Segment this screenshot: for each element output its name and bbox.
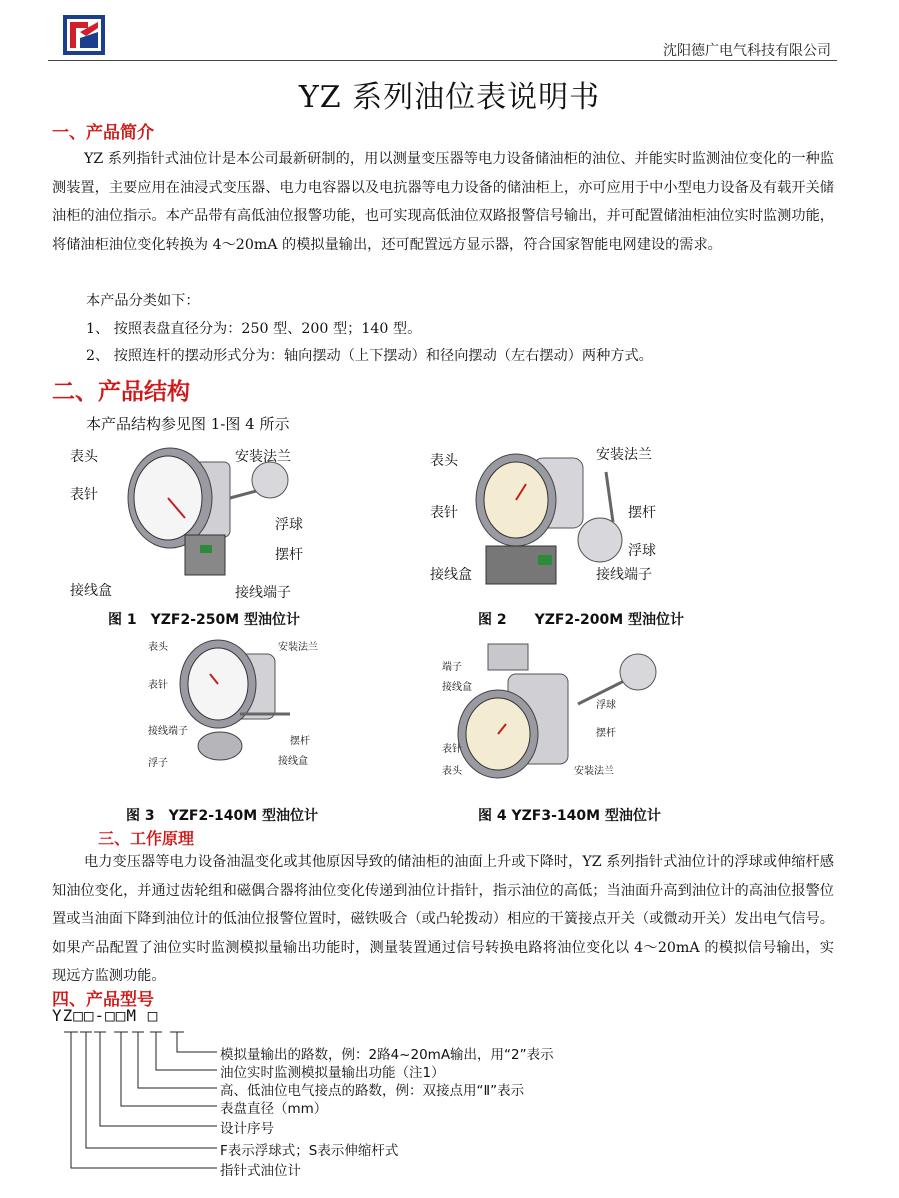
section1-item-2: 2、 按照连杆的摆动形式分为：轴向摆动（上下摆动）和径向摆动（左右摆动）两种方式。 — [86, 348, 653, 364]
company-logo — [62, 14, 106, 56]
fig1-label-terminal: 接线端子 — [235, 585, 291, 601]
figure-1 — [60, 440, 390, 608]
fig4-label-head: 表头 — [442, 766, 462, 777]
model-code-diagram — [52, 1026, 222, 1176]
figure-2-caption: 图 2 YZF2-200M 型油位计 — [478, 612, 685, 628]
fig2-label-head: 表头 — [430, 453, 458, 469]
fig3-label-flange: 安装法兰 — [278, 642, 318, 653]
section1-intro: YZ 系列指针式油位计是本公司最新研制的，用以测量变压器等电力设备储油柜的油位、并能实时监测油位变化的一种监测装置，主要应用在油浸式变压器、电力电容器以及电抗器等电力设备的储油柜上，亦可应用于中小型电力设备及有载开关储油柜的油位指示。本产品带有高低油位报警功能，也可实现高低油位双路报警信号输出，并可配置储油柜油位实时监测功能，将储油柜油位变化转换为 4～20mA 的模拟量输出，还可配置远方显示器，符合国家智能电网建设的需求。 — [52, 151, 834, 253]
fig4-label-box: 接线盒 — [442, 682, 472, 693]
fig3-label-float: 浮子 — [148, 758, 168, 769]
fig1-label-needle: 表针 — [70, 487, 98, 503]
document-title: YZ 系列油位表说明书 — [298, 80, 601, 115]
figure-2-illustration — [428, 440, 728, 608]
figure-3-illustration — [140, 634, 340, 784]
figure-4-caption: 图 4 YZF3-140M 型油位计 — [478, 808, 661, 824]
fig4-label-needle: 表针 — [442, 744, 462, 755]
fig4-label-flange: 安装法兰 — [574, 766, 614, 777]
fig2-label-flange: 安装法兰 — [596, 447, 652, 463]
model-code: YZ□□-□□M □ — [52, 1006, 159, 1025]
fig2-label-rod: 摆杆 — [628, 505, 656, 521]
fig4-label-terminal: 端子 — [442, 662, 462, 673]
section1-class-title: 本产品分类如下： — [86, 293, 200, 309]
header-divider — [48, 60, 837, 61]
fig3-label-needle: 表针 — [148, 680, 168, 691]
fig1-label-box: 接线盒 — [70, 583, 112, 599]
section1-heading: 一、产品简介 — [52, 123, 154, 143]
figure-3-caption: 图 3 YZF2-140M 型油位计 — [126, 808, 319, 824]
fig2-label-terminal: 接线端子 — [596, 567, 652, 583]
section4-heading: 四、产品型号 — [52, 990, 154, 1010]
section3-heading: 三、工作原理 — [98, 829, 195, 848]
section2-intro: 本产品结构参见图 1-图 4 所示 — [86, 415, 290, 433]
model-legend-2: 油位实时监测模拟量输出功能（注1） — [220, 1065, 445, 1081]
model-legend-4: 表盘直径（mm） — [220, 1101, 328, 1117]
fig1-label-rod: 摆杆 — [275, 547, 303, 563]
fig4-label-float: 浮球 — [596, 700, 616, 711]
model-legend-5: 设计序号 — [220, 1121, 274, 1137]
figure-4-illustration — [438, 634, 688, 784]
fig4-label-rod: 摆杆 — [596, 728, 616, 739]
fig2-label-needle: 表针 — [430, 505, 458, 521]
fig1-label-float: 浮球 — [275, 517, 303, 533]
fig1-label-flange: 安装法兰 — [235, 449, 291, 465]
fig2-label-float: 浮球 — [628, 543, 656, 559]
fig2-label-box: 接线盒 — [430, 567, 472, 583]
fig3-label-rod: 摆杆 — [290, 736, 310, 747]
figure-3 — [140, 634, 340, 784]
company-name: 沈阳德广电气科技有限公司 — [663, 43, 831, 59]
model-legend-3: 高、低油位电气接点的路数，例：双接点用“Ⅱ”表示 — [220, 1083, 525, 1099]
figure-1-caption: 图 1 YZF2-250M 型油位计 — [108, 612, 301, 628]
figure-4 — [438, 634, 688, 784]
section3-text: 电力变压器等电力设备油温变化或其他原因导致的储油柜的油面上升或下降时，YZ 系列指针式油位计的浮球或伸缩杆感知油位变化，并通过齿轮组和磁偶合器将油位变化传递到油位计指针，指示油位的高低；当油面升高到油位计的高油位报警位置或当油面下降到油位计的低油位报警位置时，磁铁吸合（或凸轮拨动）相应的干簧接点开关（或微动开关）发出电气信号。如果产品配置了油位实时监测模拟量输出功能时，测量装置通过信号转换电路将油位变化以 4～20mA 的模拟信号输出，实现远方监测功能。 — [52, 854, 834, 984]
section1-item-1: 1、 按照表盘直径分为：250 型、200 型；140 型。 — [86, 321, 422, 337]
model-legend-1: 模拟量输出的路数，例：2路4~20mA输出，用“2”表示 — [220, 1047, 554, 1063]
fig3-label-box: 接线盒 — [278, 756, 308, 767]
model-legend-7: 指针式油位计 — [220, 1163, 301, 1179]
fig3-label-terminal: 接线端子 — [148, 726, 188, 737]
fig1-label-head: 表头 — [70, 449, 98, 465]
fig3-label-head: 表头 — [148, 642, 168, 653]
model-legend-6: F表示浮球式；S表示伸缩杆式 — [220, 1143, 399, 1159]
section2-heading: 二、产品结构 — [52, 379, 190, 405]
figure-2 — [428, 440, 728, 608]
